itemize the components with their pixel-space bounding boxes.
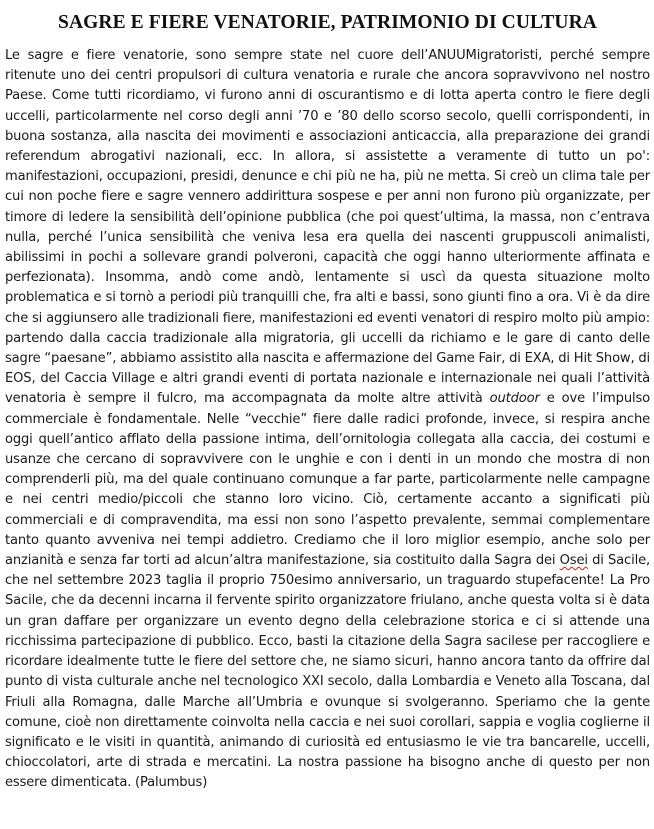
italic-outdoor: outdoor xyxy=(489,391,540,407)
document-title: SAGRE E FIERE VENATORIE, PATRIMONIO DI CULTURA xyxy=(58,12,597,33)
document-page xyxy=(5,12,650,794)
body-segment-3: di Sacile, che nel settembre 2023 taglia il proprio 750esimo anniversario, un traguardo stupefacente! La Pro Sacile, che da decenni incarna il fervente spirito organizzatore friulano, anche questa volta si è data un gran daffare per organizzare un evento degno della celebrazione storica e ci si attende una ricchissima partecipazione di pubblico. Ecco, basti la citazione della Sagra sacilese per raccogliere e ricordare idealmente tutte le fiere del settore che, ne siamo sicuri, hanno ancora tanto da offrire dal punto di vista culturale anche nel tecnologico XXI secolo, dalla Lombardia e Veneto alla Toscana, dal Friuli alla Romagna, dalle Marche all’Umbria e ovunque si svolgeranno. Speriamo che la gente comune, cioè non direttamente coinvolta nella caccia e nei suoi corollari, sappia e voglia coglierne il significato e le visiti in quantità, animando di curiosità ed entusiasmo le vie tra bancarelle, uccelli, chioccolatori, arte di strada e mercatini. La nostra passione ha bisogno anche di questo per non essere dimenticata. (Palumbus) xyxy=(5,553,650,791)
body-segment-2: e ove l’impulso commerciale è fondamentale. Nelle “vecchie” fiere dalle radici profonde, invece, si respira anche oggi quell’antico afflato della passione intima, dell’ornitologia collegata alla caccia, dei costumi e usanze che cercano di sopravvivere con le unghie e con i denti in un mondo che mostra di non comprenderli più, ma del quale continuano comunque a far parte, particolarmente nelle campagne e nei centri medio/piccoli che stanno loro vicino. Ciò, certamente accanto a significati più commerciali e di compravendita, ma essi non sono l’aspetto prevalente, semmai complementare tanto quanto avveniva nei tempi addietro. Crediamo che il loro miglior esempio, anche solo per anzianità e senza far torti ad alcun’altra manifestazione, sia costituito dalla Sagra dei xyxy=(5,391,650,569)
article-body xyxy=(5,46,650,794)
spellcheck-word-osei[interactable]: Osei xyxy=(559,553,588,569)
body-segment-1: Le sagre e fiere venatorie, sono sempre state nel cuore dell’ANUUMigratoristi, perché sempre ritenute uno dei centri propulsori di cultura venatoria e rurale che ancora sopravvivono nel nostro Paese. Come tutti ricordiamo, vi furono anni di oscurantismo e di lotta aperta contro le fiere degli uccelli, particolarmente nel corso degli anni ’70 e ’80 dello scorso secolo, quelli corrispondenti, in buona sostanza, alla nascita dei movimenti e associazioni anticaccia, alla preparazione dei grandi referendum abrogativi nazionali, ecc. In allora, si assistette a veramente di tutto un po': manifestazioni, occupazioni, presidi, denunce e chi più ne ha, più ne metta. Si creò un clima tale per cui non poche fiere e sagre vennero addirittura sospese e per anni non furono più organizzate, per timore di ledere la sensibilità dell’opinione pubblica (che poi quest’ultima, la massa, non c’entrava nulla, perché l’unica sensibilità che veniva lesa era quella dei nascenti gruppuscoli animalisti, abilissimi in pochi a sollevare grandi polveroni, capacità che oggi hanno ulteriormente affinata e perfezionata). Insomma, andò come andò, lentamente si uscì da questa situazione molto problematica e si tornò a periodi più tranquilli che, fra alti e bassi, sono giunti fino a ora. Vi è da dire che si aggiunsero alle tradizionali fiere, manifestazioni ed eventi venatori di respiro molto più ampio: partendo dalla caccia tradizionale alla migratoria, gli uccelli da richiamo e le gare di canto delle sagre “paesane”, abbiamo assistito alla nascita e affermazione del Game Fair, di EXA, di Hit Show, di EOS, del Caccia Village e altri grandi eventi di portata nazionale e internazionale nei quali l’attività venatoria è sempre il fulcro, ma accompagnata da molte altre attività xyxy=(5,48,650,407)
